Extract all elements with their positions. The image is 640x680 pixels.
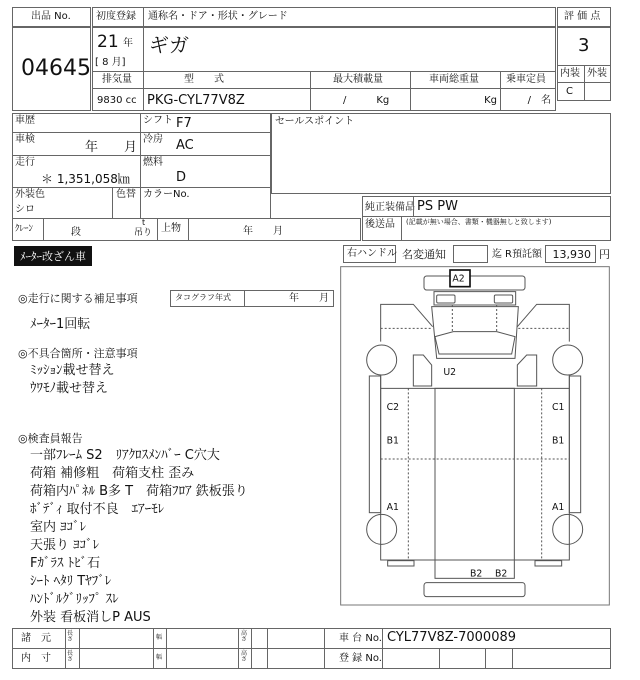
reg-label: 登 録 No. <box>339 653 382 664</box>
capacity-cell <box>500 88 556 111</box>
side-rail-left <box>369 376 380 513</box>
damage-mark-a1: A1 <box>552 502 565 513</box>
inspector-item: 外装 看板消しP AUS <box>30 610 151 625</box>
equipment-row <box>362 196 611 217</box>
width-label: 幅 <box>156 634 163 641</box>
shift-cell <box>140 113 271 133</box>
inspector-item: 荷箱 補修粗 荷箱支柱 歪み <box>30 466 195 481</box>
headlight-right <box>494 295 512 303</box>
inspector-item: ﾎﾞﾃﾞｨ 取付不良 ｴｱｰﾓﾚ <box>30 502 165 517</box>
gross-label-cell <box>410 71 501 89</box>
wheel-rear-left <box>367 514 397 544</box>
reg-year: 21 <box>97 32 119 52</box>
running-note: ﾒｰﾀｰ1回転 <box>30 317 91 332</box>
fuel-label: 燃料 <box>143 157 163 168</box>
rear-bumper <box>424 583 525 597</box>
fuel-cell <box>140 155 271 188</box>
displacement-label-cell <box>92 71 144 89</box>
inspection-cell <box>12 132 141 156</box>
color-change-label: 色替 <box>116 189 136 200</box>
width-label: 幅 <box>156 654 163 661</box>
side-rail-right <box>569 376 580 513</box>
displacement: 9830 cc <box>97 95 137 106</box>
right-hand-label: 右ハンドル <box>347 248 397 259</box>
shift-label: シフト <box>143 115 173 126</box>
tachograph-box <box>170 290 334 307</box>
lot-label-cell <box>12 7 91 27</box>
body-date: 年 月 <box>243 226 283 237</box>
ac: AC <box>176 138 194 153</box>
damage-mark-c1: C1 <box>552 402 565 413</box>
reg-month: [ 8 月] <box>95 57 126 68</box>
model-cell <box>143 88 311 111</box>
crane-row <box>12 218 361 241</box>
later-items-row <box>362 216 611 241</box>
defects-title: ◎不具合箇所・注意事項 <box>18 347 138 360</box>
front-fenders <box>381 304 570 341</box>
ac-label: 冷房 <box>143 134 163 145</box>
year-unit: 年 <box>123 38 133 49</box>
history-label: 車歴 <box>15 115 35 126</box>
score-label: 評 価 点 <box>564 11 601 22</box>
first-reg-label: 初度登録 <box>96 11 136 22</box>
tachograph-label: タコグラフ年式 <box>175 293 231 302</box>
later-label: 後送品 <box>365 219 395 230</box>
interior-cell <box>557 82 585 101</box>
length-label: 長さ <box>67 630 74 643</box>
damage-mark-a2: A2 <box>452 273 465 285</box>
ac-cell <box>140 132 271 156</box>
sales-point-box <box>271 113 611 194</box>
name-change-label: 名変通知 <box>402 248 446 261</box>
inspector-item: 室内 ﾖｺﾞﾚ <box>30 520 87 535</box>
crane-stage: 段 <box>71 227 81 238</box>
inspector-item: ｼｰﾄ ﾍﾀﾘ Tﾔﾌﾞﾚ <box>30 574 112 589</box>
model: PKG-CYL77V8Z <box>147 93 245 108</box>
inspector-item: ﾊﾝﾄﾞﾙｸﾞﾘｯﾌﾟ ｽﾚ <box>30 592 119 607</box>
inspector-title: ◎検査員報告 <box>18 432 83 445</box>
front-bumper <box>424 273 525 290</box>
color-no-label: カラーNo. <box>143 189 190 200</box>
footer-table <box>12 628 611 669</box>
crane-lift: 吊り <box>134 228 153 238</box>
crane-ton-unit: t <box>142 218 146 227</box>
max-load: / Kg <box>343 95 390 106</box>
defect-item: ﾐｯｼｮﾝ載せ替え <box>30 363 115 378</box>
cab <box>432 307 519 359</box>
inspector-item: 一部ﾌﾚｰﾑ S2 ﾘｱｸﾛｽﾒﾝﾊﾞｰ C穴大 <box>30 448 220 463</box>
until-label: 迄 <box>492 249 502 260</box>
cargo-body-outline <box>381 375 570 560</box>
recycle-label: R預託額 <box>505 249 542 260</box>
interior-label-cell <box>557 65 585 83</box>
panel-dividers <box>381 305 570 560</box>
exterior-label-cell <box>584 65 611 83</box>
chassis-no: CYL77V8Z-7000089 <box>387 630 517 645</box>
color-no-cell <box>140 187 271 219</box>
mirrors <box>413 355 536 386</box>
inspection-label: 車検 <box>15 134 35 145</box>
name-label-cell <box>143 7 556 27</box>
history-cell <box>12 113 141 133</box>
score-label-cell <box>557 7 611 27</box>
inspector-item: Fｶﾞﾗｽ ﾄﾋﾞ石 <box>30 556 101 571</box>
equipment-label: 純正装備品 <box>365 202 415 213</box>
color-label: 外装色 <box>15 189 45 200</box>
wheel-front-left <box>367 345 397 375</box>
yen-label: 円 <box>599 248 610 261</box>
defect-item: ｳﾜﾓﾉ載せ替え <box>30 381 109 396</box>
cargo-floor <box>435 388 514 578</box>
vehicle-name: ギガ <box>149 33 189 57</box>
running-notes-title: ◎走行に関する補足事項 <box>18 292 138 305</box>
score-cell <box>557 27 611 66</box>
damage-mark-b1: B1 <box>552 435 565 447</box>
damage-mark-a1: A1 <box>386 502 399 513</box>
crane-label: ｸﾚｰﾝ <box>15 224 34 234</box>
max-load-label-cell <box>310 71 411 89</box>
mileage-label: 走行 <box>15 157 35 168</box>
name-cell <box>143 27 556 72</box>
vehicle-damage-diagram <box>340 260 610 625</box>
capacity-label-cell <box>500 71 556 89</box>
interior-grade: C <box>566 86 573 97</box>
gross-cell <box>410 88 501 111</box>
mileage-cell <box>12 155 141 188</box>
wheel-front-right <box>553 345 583 375</box>
capacity-label: 乗車定員 <box>506 74 546 85</box>
name-label: 通称名・ドア・形状・グレード <box>148 11 288 22</box>
headlight-left <box>437 295 455 303</box>
rear-step-left <box>388 561 414 566</box>
damage-mark-c2: C2 <box>386 402 400 413</box>
lot-no: 04645 <box>21 56 91 81</box>
gross-label: 車両総重量 <box>429 74 479 85</box>
windshield <box>435 332 515 354</box>
spec-label: 諸 元 <box>21 633 51 644</box>
rear-step-right <box>535 561 562 566</box>
capacity: / 名 <box>527 95 551 106</box>
inner-label: 内 寸 <box>21 653 51 664</box>
color-change-cell <box>112 187 141 219</box>
score: 3 <box>578 35 590 56</box>
first-reg-cell <box>92 27 144 72</box>
meter-tampered-badge: ﾒｰﾀｰ改ざん車 <box>14 246 92 266</box>
lot-no-cell <box>12 27 91 111</box>
gross: Kg <box>484 95 497 106</box>
mileage: ＊ 1,351,058㎞ <box>41 172 130 186</box>
max-load-label: 最大積載量 <box>333 74 383 85</box>
displacement-cell <box>92 88 144 111</box>
wheel-rear-right <box>553 514 583 544</box>
color-cell <box>12 187 113 219</box>
damage-mark-u2: U2 <box>443 367 457 378</box>
inspector-item: 天張り ﾖｺﾞﾚ <box>30 538 100 553</box>
exterior-label: 外装 <box>587 68 607 79</box>
damage-mark-b1: B1 <box>386 435 400 447</box>
height-label: 高さ <box>241 650 248 663</box>
exterior-cell <box>584 82 611 101</box>
lot-label: 出品 No. <box>31 11 71 22</box>
damage-mark-b2: B2 <box>470 568 483 580</box>
fuel: D <box>176 170 187 185</box>
height-label: 高さ <box>241 630 248 643</box>
equipment: PS PW <box>417 199 458 214</box>
body-label: 上物 <box>161 223 181 234</box>
shift: F7 <box>176 116 192 131</box>
displacement-label: 排気量 <box>102 74 132 85</box>
inspector-item: 荷箱内ﾊﾟﾈﾙ B多 T 荷箱ﾌﾛｱ 鉄板張り <box>30 484 248 499</box>
inspection: 年 月 <box>85 140 138 155</box>
max-load-cell <box>310 88 411 111</box>
model-label-cell <box>143 71 311 89</box>
model-label: 型 式 <box>184 74 224 85</box>
chassis-label: 車 台 No. <box>339 633 382 644</box>
recycle-amount: 13,930 <box>552 248 591 261</box>
sales-point-label: セールスポイント <box>275 116 355 127</box>
first-reg-label-cell <box>92 7 144 27</box>
damage-mark-b2: B2 <box>495 568 508 580</box>
later-note: (記載が無い場合、書類・機器無しと致します) <box>406 218 552 226</box>
color: シロ <box>15 204 35 215</box>
length-label: 長さ <box>67 650 74 663</box>
interior-label: 内装 <box>560 68 580 79</box>
tachograph-value: 年 月 <box>289 293 329 304</box>
